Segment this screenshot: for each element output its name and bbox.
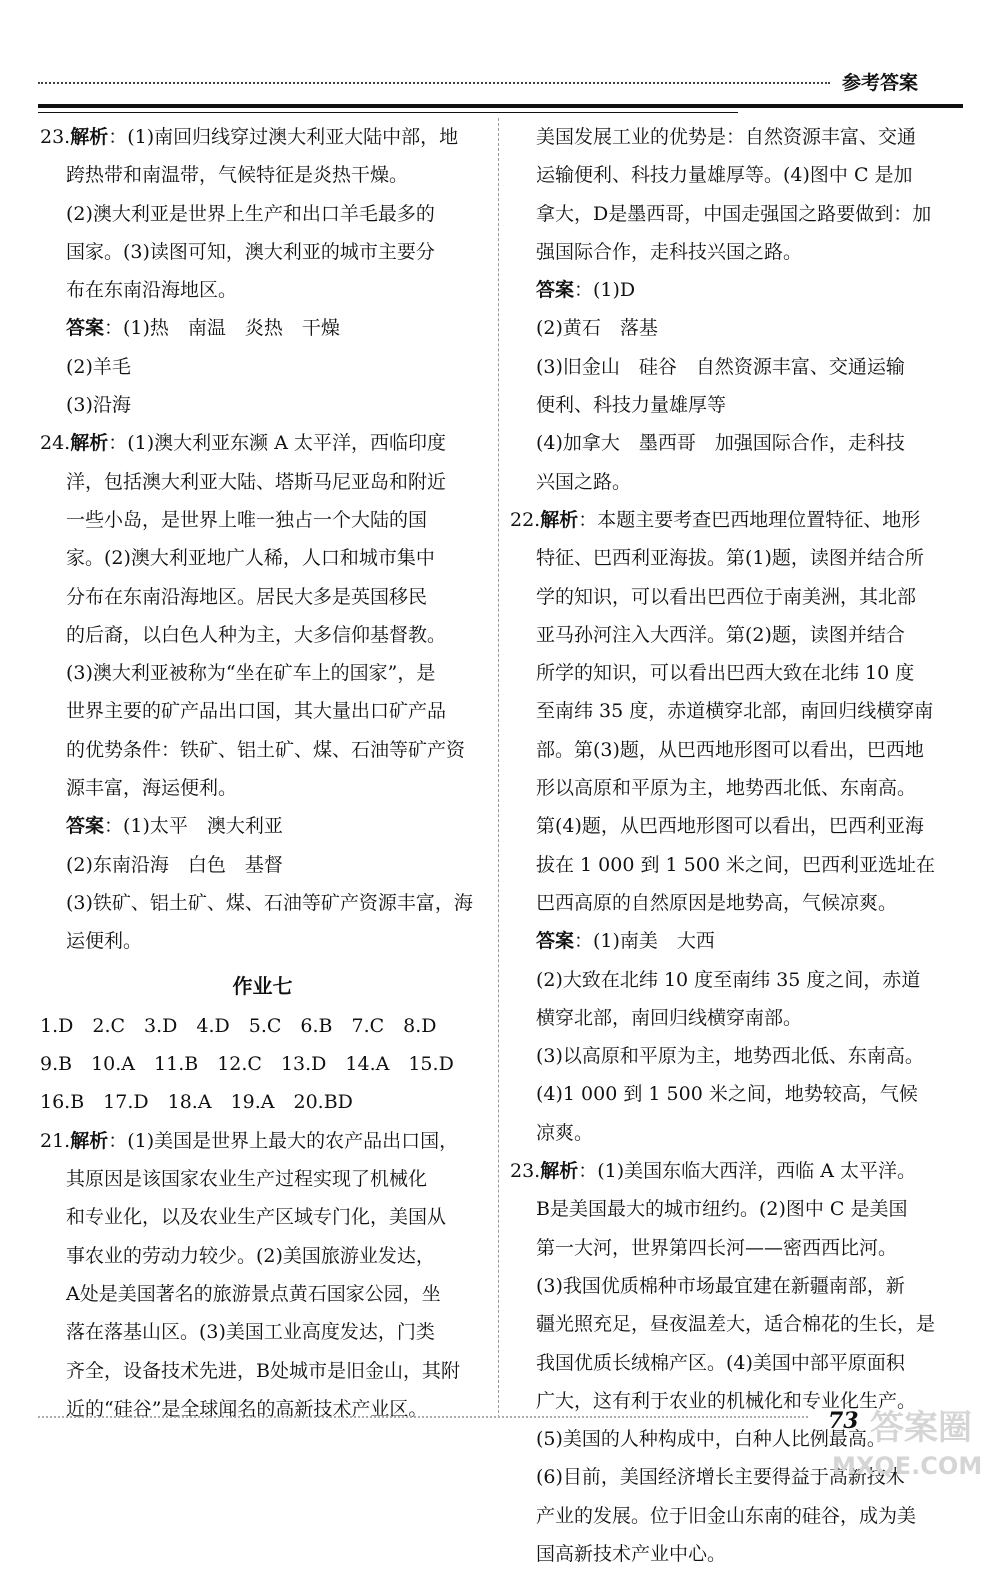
- question-23-right: [510, 1152, 960, 1190]
- answer-text: 横穿北部，南回归线横穿南部。: [536, 1006, 803, 1029]
- answer-label: 答案: [536, 279, 575, 302]
- multiple-choice-answers: 16.B 17.D 18.A 19.A 20.BD: [40, 1091, 353, 1114]
- text-line: 运输便利、科技力量雄厚等。(4)图中 C 是加: [536, 164, 913, 187]
- text-line: ：(1)南回归线穿过澳大利亚大陆中部，地: [108, 126, 459, 148]
- text-line: 学的知识，可以看出巴西位于南美洲，其北部: [536, 585, 917, 608]
- answer-text: (3)铁矿、铝土矿、煤、石油等矿产资源丰富，海: [66, 891, 473, 914]
- question-24: [40, 424, 485, 462]
- answer-label: 答案: [536, 930, 575, 953]
- text-line: 所学的知识，可以看出巴西大致在北纬 10 度: [536, 662, 915, 685]
- watermark-url: MXQE.COM: [832, 1452, 983, 1480]
- answer-text: (2)黄石 落基: [536, 317, 658, 340]
- text-line: 强国际合作，走科技兴国之路。: [536, 240, 803, 263]
- text-line: ：(1)美国东临大西洋，西临 A 太平洋。: [578, 1160, 916, 1183]
- text-line: 第(4)题，从巴西地形图可以看出，巴西利亚海: [536, 815, 924, 838]
- text-line: 齐全，设备技术先进，B处城市是旧金山，其附: [66, 1359, 460, 1382]
- text-line: (3)我国优质棉种市场最宜建在新疆南部，新: [536, 1274, 905, 1297]
- text-line: 拿大，D是墨西哥，中国走强国之路要做到：加: [536, 202, 932, 225]
- text-line: (6)目前，美国经济增长主要得益于高新技术: [536, 1466, 905, 1489]
- answer-text: 凉爽。: [536, 1121, 594, 1144]
- text-line: 源丰富，海运便利。: [66, 777, 238, 800]
- answer-text: 便利、科技力量雄厚等: [536, 394, 727, 417]
- header-thick-rule: [38, 104, 963, 108]
- header-dotted-rule: [38, 82, 830, 84]
- analysis-label: 解析: [70, 432, 109, 455]
- answer-text: (2)大致在北纬 10 度至南纬 35 度之间，赤道: [536, 968, 921, 991]
- text-line: 美国发展工业的优势是：自然资源丰富、交通: [536, 126, 917, 148]
- question-number: 21.: [40, 1129, 71, 1152]
- question-number: 23.: [40, 126, 71, 148]
- text-line: 国家。(3)读图可知，澳大利亚的城市主要分: [66, 240, 435, 263]
- text-line: 第一大河，世界第四长河——密西西比河。: [536, 1236, 898, 1259]
- text-line: 特征、巴西利亚海拔。第(1)题，读图并结合所: [536, 547, 924, 570]
- text-line: ：本题主要考查巴西地理位置特征、地形: [578, 508, 921, 531]
- answer-text: ：(1)D: [574, 279, 636, 302]
- text-line: (3)澳大利亚被称为“坐在矿车上的国家”，是: [66, 662, 436, 685]
- answer-text: (4)1 000 到 1 500 米之间，地势较高，气候: [536, 1083, 918, 1106]
- left-column: [40, 118, 485, 1428]
- text-line: 其原因是该国家农业生产过程实现了机械化: [66, 1168, 428, 1191]
- answer-text: ：(1)太平 澳大利亚: [104, 815, 283, 838]
- column-divider: [498, 118, 499, 1418]
- text-line: 疆光照充足，昼夜温差大，适合棉花的生长，是: [536, 1313, 936, 1336]
- text-line: 的后裔，以白色人种为主，大多信仰基督教。: [66, 623, 447, 646]
- question-number: 23.: [510, 1160, 541, 1183]
- answer-text: 运便利。: [66, 930, 143, 953]
- text-line: 一些小岛，是世界上唯一独占一个大陆的国: [66, 508, 428, 531]
- text-line: 产业的发展。位于旧金山东南的硅谷，成为美: [536, 1504, 917, 1527]
- text-line: ：(1)美国是世界上最大的农产品出口国，: [108, 1129, 459, 1152]
- text-line: 形以高原和平原为主，地势西北低、东南高。: [536, 777, 917, 800]
- footer-dotted-rule: [38, 1416, 808, 1418]
- page-number: 73: [828, 1408, 859, 1434]
- text-line: 近的“硅谷”是全球闻名的高新技术产业区。: [66, 1397, 428, 1420]
- answer-line: [40, 309, 485, 347]
- question-22: [510, 501, 960, 539]
- answer-line: [40, 807, 485, 845]
- text-line: (5)美国的人种构成中，白种人比例最高。: [536, 1428, 886, 1451]
- question-21: [40, 1122, 485, 1160]
- header-thin-rule: [38, 112, 738, 113]
- answer-text: 兴国之路。: [536, 470, 632, 493]
- section-title: 作业七: [232, 973, 293, 998]
- analysis-label: 解析: [70, 126, 109, 148]
- answer-line: [510, 922, 960, 960]
- text-line: 分布在东南沿海地区。居民大多是英国移民: [66, 585, 428, 608]
- answer-label: 答案: [66, 815, 105, 838]
- text-line: 家。(2)澳大利亚地广人稀，人口和城市集中: [66, 547, 435, 570]
- analysis-label: 解析: [70, 1129, 109, 1152]
- text-line: 至南纬 35 度，赤道横穿北部，南回归线横穿南: [536, 700, 934, 723]
- answer-text: (3)旧金山 硅谷 自然资源丰富、交通运输: [536, 355, 905, 378]
- text-line: A处是美国著名的旅游景点黄石国家公园，坐: [66, 1282, 441, 1305]
- text-line: 广大，这有利于农业的机械化和专业化生产。: [536, 1389, 917, 1412]
- text-line: 拔在 1 000 到 1 500 米之间，巴西利亚选址在: [536, 853, 935, 876]
- question-23-left: [40, 118, 485, 156]
- text-line: 洋，包括澳大利亚大陆、塔斯马尼亚岛和附近: [66, 470, 447, 493]
- text-line: ：(1)澳大利亚东濒 A 太平洋，西临印度: [108, 432, 446, 455]
- text-line: 巴西高原的自然原因是地势高，气候凉爽。: [536, 891, 898, 914]
- multiple-choice-answers: 9.B 10.A 11.B 12.C 13.D 14.A 15.D: [40, 1053, 454, 1076]
- text-line: 世界主要的矿产品出口国，其大量出口矿产品: [66, 700, 447, 723]
- answer-line: [510, 271, 960, 309]
- right-column: [510, 118, 960, 1573]
- text-line: 事农业的劳动力较少。(2)美国旅游业发达，: [66, 1244, 435, 1267]
- header-title: 参考答案: [842, 72, 919, 94]
- text-line: B是美国最大的城市纽约。(2)图中 C 是美国: [536, 1198, 908, 1221]
- text-line: 亚马孙河注入大西洋。第(2)题，读图并结合: [536, 623, 905, 646]
- text-line: 部。第(3)题，从巴西地形图可以看出，巴西地: [536, 738, 924, 761]
- text-line: (2)澳大利亚是世界上生产和出口羊毛最多的: [66, 202, 435, 225]
- text-line: 跨热带和南温带，气候特征是炎热干燥。: [66, 164, 409, 187]
- analysis-label: 解析: [540, 508, 579, 531]
- answer-text: (2)东南沿海 白色 基督: [66, 853, 283, 876]
- text-line: 国高新技术产业中心。: [536, 1542, 727, 1565]
- text-line: 和专业化，以及农业生产区域专门化，美国从: [66, 1206, 447, 1229]
- text-line: 布在东南沿海地区。: [66, 279, 238, 302]
- answer-text: ：(1)南美 大西: [574, 930, 715, 953]
- answer-text: (4)加拿大 墨西哥 加强国际合作，走科技: [536, 432, 905, 455]
- answer-text: (2)羊毛: [66, 355, 131, 378]
- text-line: 我国优质长绒棉产区。(4)美国中部平原面积: [536, 1351, 905, 1374]
- analysis-label: 解析: [540, 1160, 579, 1183]
- text-line: 的优势条件：铁矿、铝土矿、煤、石油等矿产资: [66, 738, 466, 761]
- question-number: 22.: [510, 508, 541, 531]
- answer-label: 答案: [66, 317, 105, 340]
- answer-text: (3)沿海: [66, 394, 131, 417]
- question-number: 24.: [40, 432, 71, 455]
- answer-text: (3)以高原和平原为主，地势西北低、东南高。: [536, 1045, 924, 1068]
- text-line: 落在落基山区。(3)美国工业高度发达，门类: [66, 1321, 435, 1344]
- answer-text: ：(1)热 南温 炎热 干燥: [104, 317, 340, 340]
- watermark-logo: 答案圈: [870, 1408, 972, 1448]
- multiple-choice-answers: 1.D 2.C 3.D 4.D 5.C 6.B 7.C 8.D: [40, 1014, 437, 1037]
